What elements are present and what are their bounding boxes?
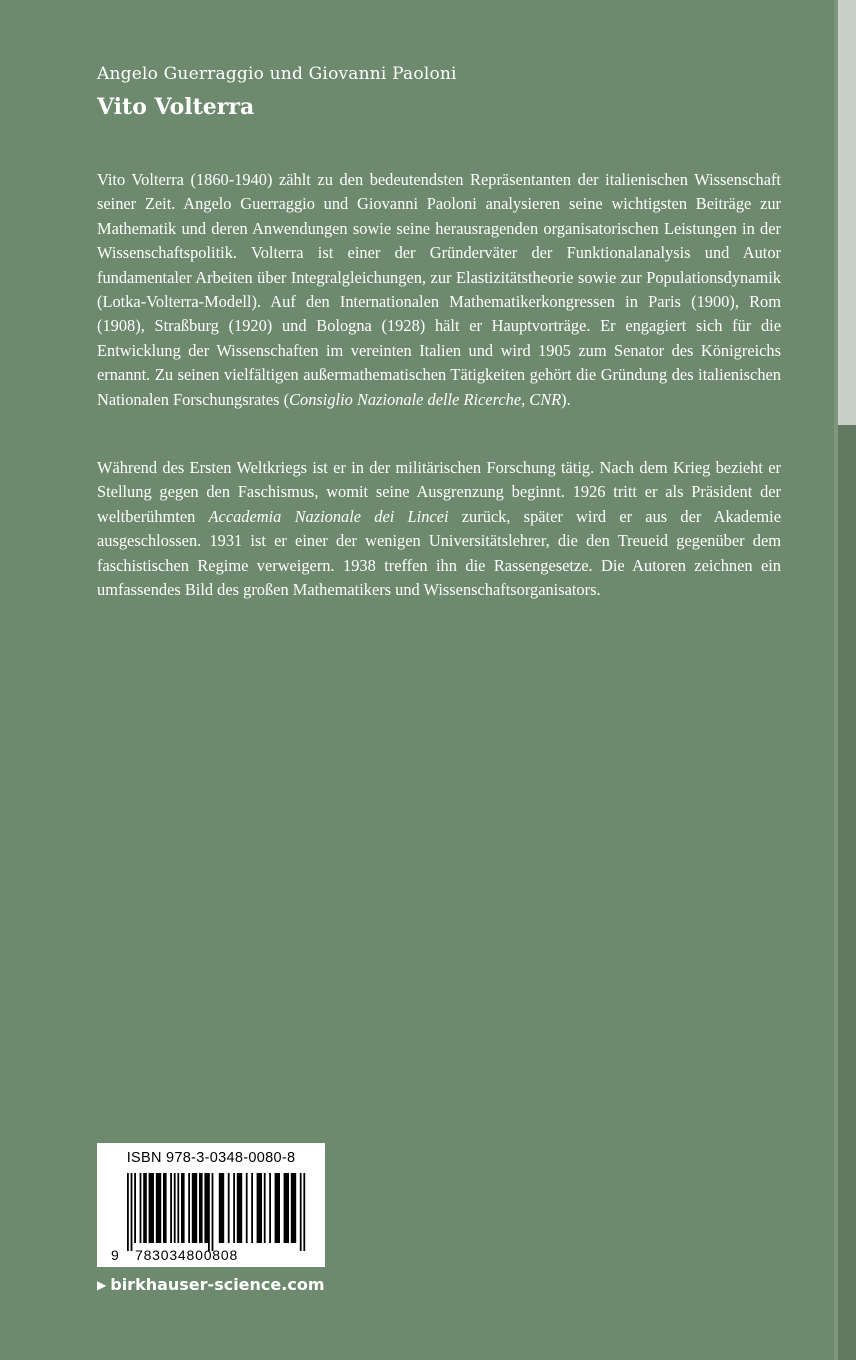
barcode-bar xyxy=(264,1173,266,1243)
barcode-bar xyxy=(177,1173,179,1243)
barcode-bar xyxy=(212,1173,214,1251)
blurb-paragraph-1 xyxy=(97,168,781,412)
barcode-bar xyxy=(291,1173,296,1243)
barcode-bar xyxy=(300,1173,302,1251)
spine-edge xyxy=(834,0,838,1360)
italic-phrase: Consiglio Nazionale delle Ricerche, CNR xyxy=(289,389,562,409)
barcode-bar xyxy=(170,1173,172,1243)
barcode-bar xyxy=(275,1173,280,1243)
barcode-bar xyxy=(237,1173,242,1243)
barcode-bar xyxy=(204,1173,208,1243)
barcode-bar xyxy=(134,1173,136,1243)
text-run: ). xyxy=(561,389,571,409)
blurb-paragraph-2 xyxy=(97,456,781,602)
text-run: Vito Volterra (1860-1940) zählt zu den bedeutendsten Repräsentanten der italienischen Wissenschaft seiner Zeit. Angelo Guerraggio und Giovanni Paoloni analysieren seine wichtigsten Beiträge zur Mathematik und deren Anwendungen sowie seine herausragenden organisatorischen Leistungen in der Wissenschaftspolitik. Volterra ist einer der Gründerväter der Funktionalanalysis und Autor fundamentaler Arbeiten über Integralgleichungen, zur Elastizitätstheorie sowie zur Populationsdynamik (Lotka-Volterra-Modell). Auf den Internationalen Mathematikerkongressen in Paris (1900), Rom (1908), Straßburg (1920) und Bologna (1928) hält er Hauptvorträge. Er engagiert sich für die Entwicklung der Wissenschaften im vereinten Italien und wird 1905 zum Senator des Königreichs ernannt. Zu seinen vielfältigen außermathematischen Tätigkeiten gehört die Gründung des italienischen Nationalen Forschungsrates ( xyxy=(97,170,781,409)
play-arrow-icon: ▶ xyxy=(97,1278,107,1292)
barcode-bar xyxy=(156,1173,161,1243)
barcode-bar xyxy=(192,1173,197,1243)
barcode-bar xyxy=(284,1173,289,1243)
website-text: birkhauser-science.com xyxy=(110,1275,325,1294)
barcode-bars xyxy=(127,1173,307,1251)
barcode-bar xyxy=(208,1173,210,1251)
text-run: Während des Ersten Weltkriegs ist er in der militärischen Forschung tätig. Nach dem Krieg bezieht er Stellung gegen den Faschismus, womit seine Ausgrenzung beginnt. 1926 tritt er als Präsident der weltberühmten xyxy=(97,458,781,526)
barcode-bar xyxy=(199,1173,203,1243)
barcode-bar xyxy=(219,1173,224,1243)
barcode-bar xyxy=(163,1173,167,1243)
barcode-bar xyxy=(181,1173,185,1243)
barcode-lead-digit: 9 xyxy=(111,1247,119,1263)
italic-phrase: Accademia Nazionale dei Lincei xyxy=(208,506,449,526)
barcode-bar xyxy=(140,1173,142,1243)
barcode-bar xyxy=(143,1173,147,1243)
barcode-bar xyxy=(269,1173,271,1243)
barcode-bar xyxy=(174,1173,176,1243)
website-link[interactable] xyxy=(97,1275,324,1294)
barcode-bar xyxy=(246,1173,248,1243)
spine-strip xyxy=(834,0,856,1360)
barcode-bar xyxy=(188,1173,190,1243)
barcode-bar xyxy=(233,1173,235,1243)
barcode-bar xyxy=(251,1173,253,1243)
barcode-bar xyxy=(303,1173,305,1251)
barcode-bar xyxy=(228,1173,230,1243)
authors: Angelo Guerraggio und Giovanni Paoloni xyxy=(97,64,457,84)
barcode-box xyxy=(97,1143,325,1267)
barcode-digits: 783034800808 xyxy=(135,1247,239,1263)
isbn-label: ISBN 978-3-0348-0080-8 xyxy=(126,1150,296,1166)
barcode-bar xyxy=(149,1173,154,1243)
book-title: Vito Volterra xyxy=(97,94,255,120)
barcode-bar xyxy=(131,1173,133,1251)
barcode-bar xyxy=(257,1173,262,1243)
barcode-bar xyxy=(127,1173,129,1251)
text-run: zurück, später wird er aus der Akademie ausgeschlossen. 1931 ist er einer der wenigen Universitätslehrer, die den Treueid gegenüber dem faschistischen Regime verweigern. 1938 treffen ihn die Rassengesetze. Die Autoren zeichnen ein umfassendes Bild des großen Mathematikers und Wissenschaftsorganisators. xyxy=(97,506,781,600)
